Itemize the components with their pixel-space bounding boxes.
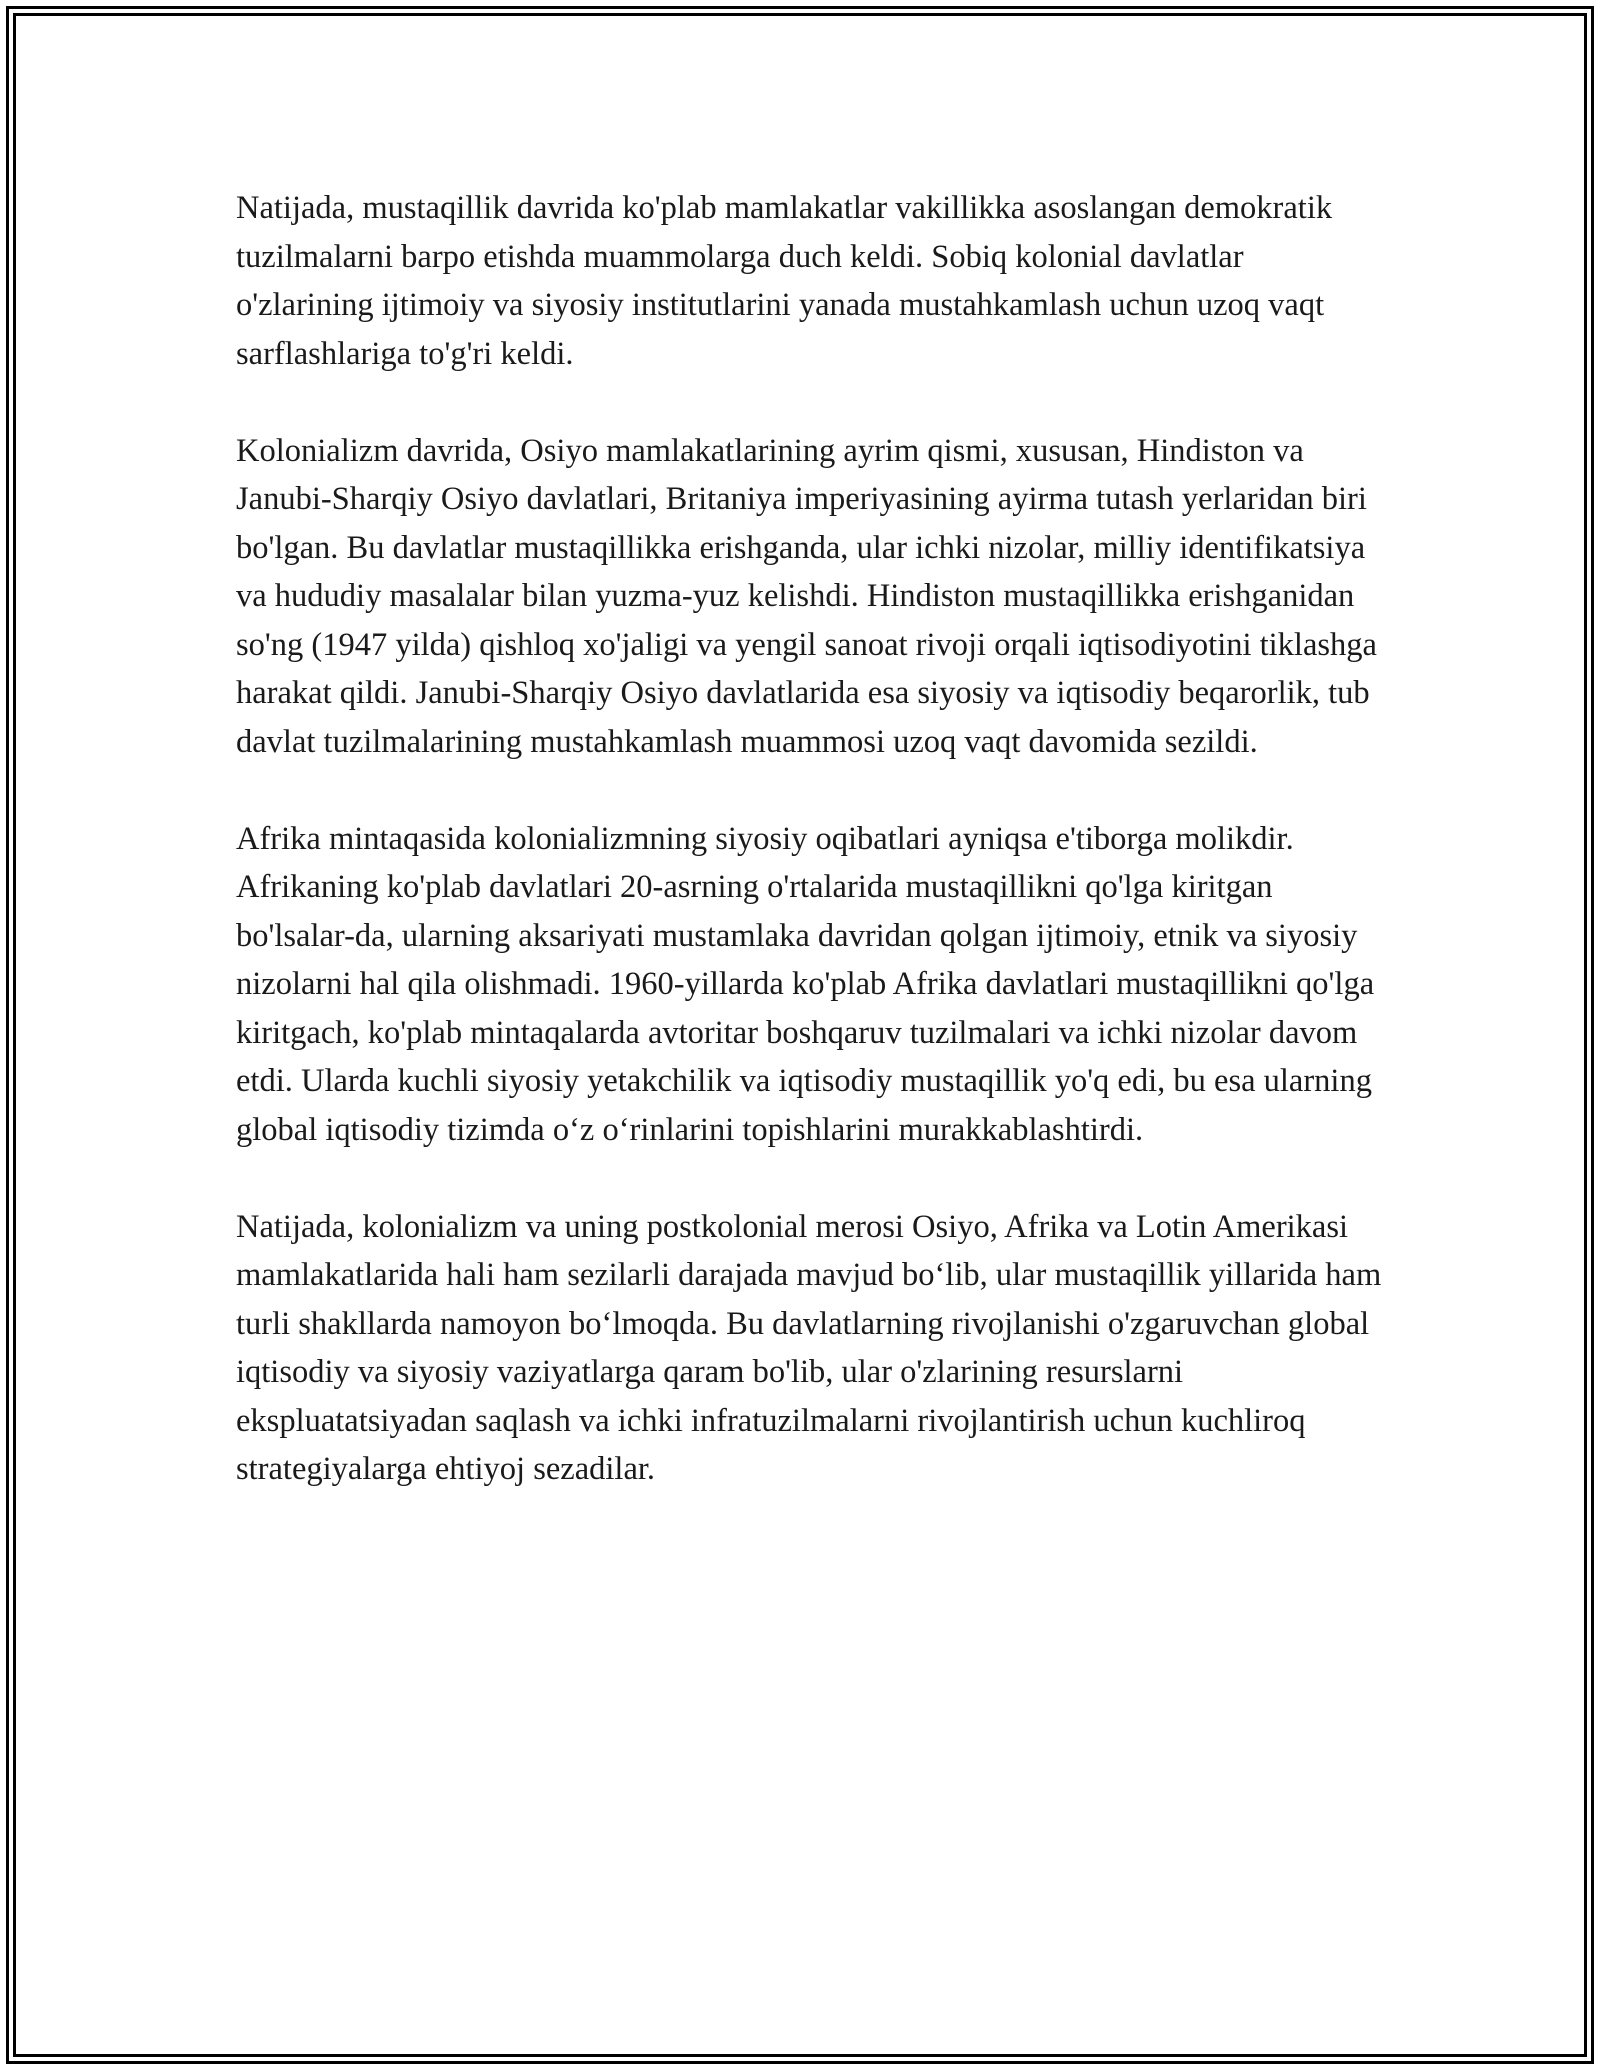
paragraph-3: Afrika mintaqasida kolonializmning siyosiy oqibatlari ayniqsa e'tiborga molikdir. Afrikaning ko'plab davlatlari 20-asrning o'rtalarida mustaqillikni qo'lga kiritgan bo'lsalar-da, ularning aksariyati mustamlaka davridan qolgan ijtimoiy, etnik va siyosiy nizolarni hal qila olishmadi. 1960-yillarda ko'plab Afrika davlatlari mustaqillikni qo'lga kiritgach, ko'plab mintaqalarda avtoritar boshqaruv tuzilmalari va ichki nizolar davom etdi. Ularda kuchli siyosiy yetakchilik va iqtisodiy mustaqillik yo'q edi, bu esa ularning global iqtisodiy tizimda o‘z o‘rinlarini topishlarini murakkablashtirdi. (236, 820, 1375, 1148)
paragraph-1: Natijada, mustaqillik davrida ko'plab mamlakatlar vakillikka asoslangan demokratik tuzilmalarni barpo etishda muammolarga duch keldi. Sobiq kolonial davlatlar o'zlarining ijtimoiy va siyosiy institutlarini yanada mustahkamlash uchun uzoq vaqt sarflashlariga to'g'ri keldi. (236, 190, 1333, 372)
document-body (236, 184, 1386, 1494)
paragraph-4: Natijada, kolonializm va uning postkolonial merosi Osiyo, Afrika va Lotin Amerikasi mamlakatlarida hali ham sezilarli darajada mavjud bo‘lib, ular mustaqillik yillarida ham turli shakllarda namoyon bo‘lmoqda. Bu davlatlarning rivojlanishi o'zgaruvchan global iqtisodiy va siyosiy vaziyatlarga qaram bo'lib, ular o'zlarining resurslarni ekspluatatsiyadan saqlash va ichki infratuzilmalarni rivojlantirish uchun kuchliroq strategiyalarga ehtiyoj sezadilar. (236, 1208, 1382, 1487)
paragraph-2: Kolonializm davrida, Osiyo mamlakatlarining ayrim qismi, xususan, Hindiston va Janubi-Sharqiy Osiyo davlatlari, Britaniya imperiyasining ayirma tutash yerlaridan biri bo'lgan. Bu davlatlar mustaqillikka erishganda, ular ichki nizolar, milliy identifikatsiya va hududiy masalalar bilan yuzma-yuz kelishdi. Hindiston mustaqillikka erishganidan so'ng (1947 yilda) qishloq xo'jaligi va yengil sanoat rivoji orqali iqtisodiyotini tiklashga harakat qildi. Janubi-Sharqiy Osiyo davlatlarida esa siyosiy va iqtisodiy beqarorlik, tub davlat tuzilmalarining mustahkamlash muammosi uzoq vaqt davomida sezildi. (236, 432, 1377, 760)
